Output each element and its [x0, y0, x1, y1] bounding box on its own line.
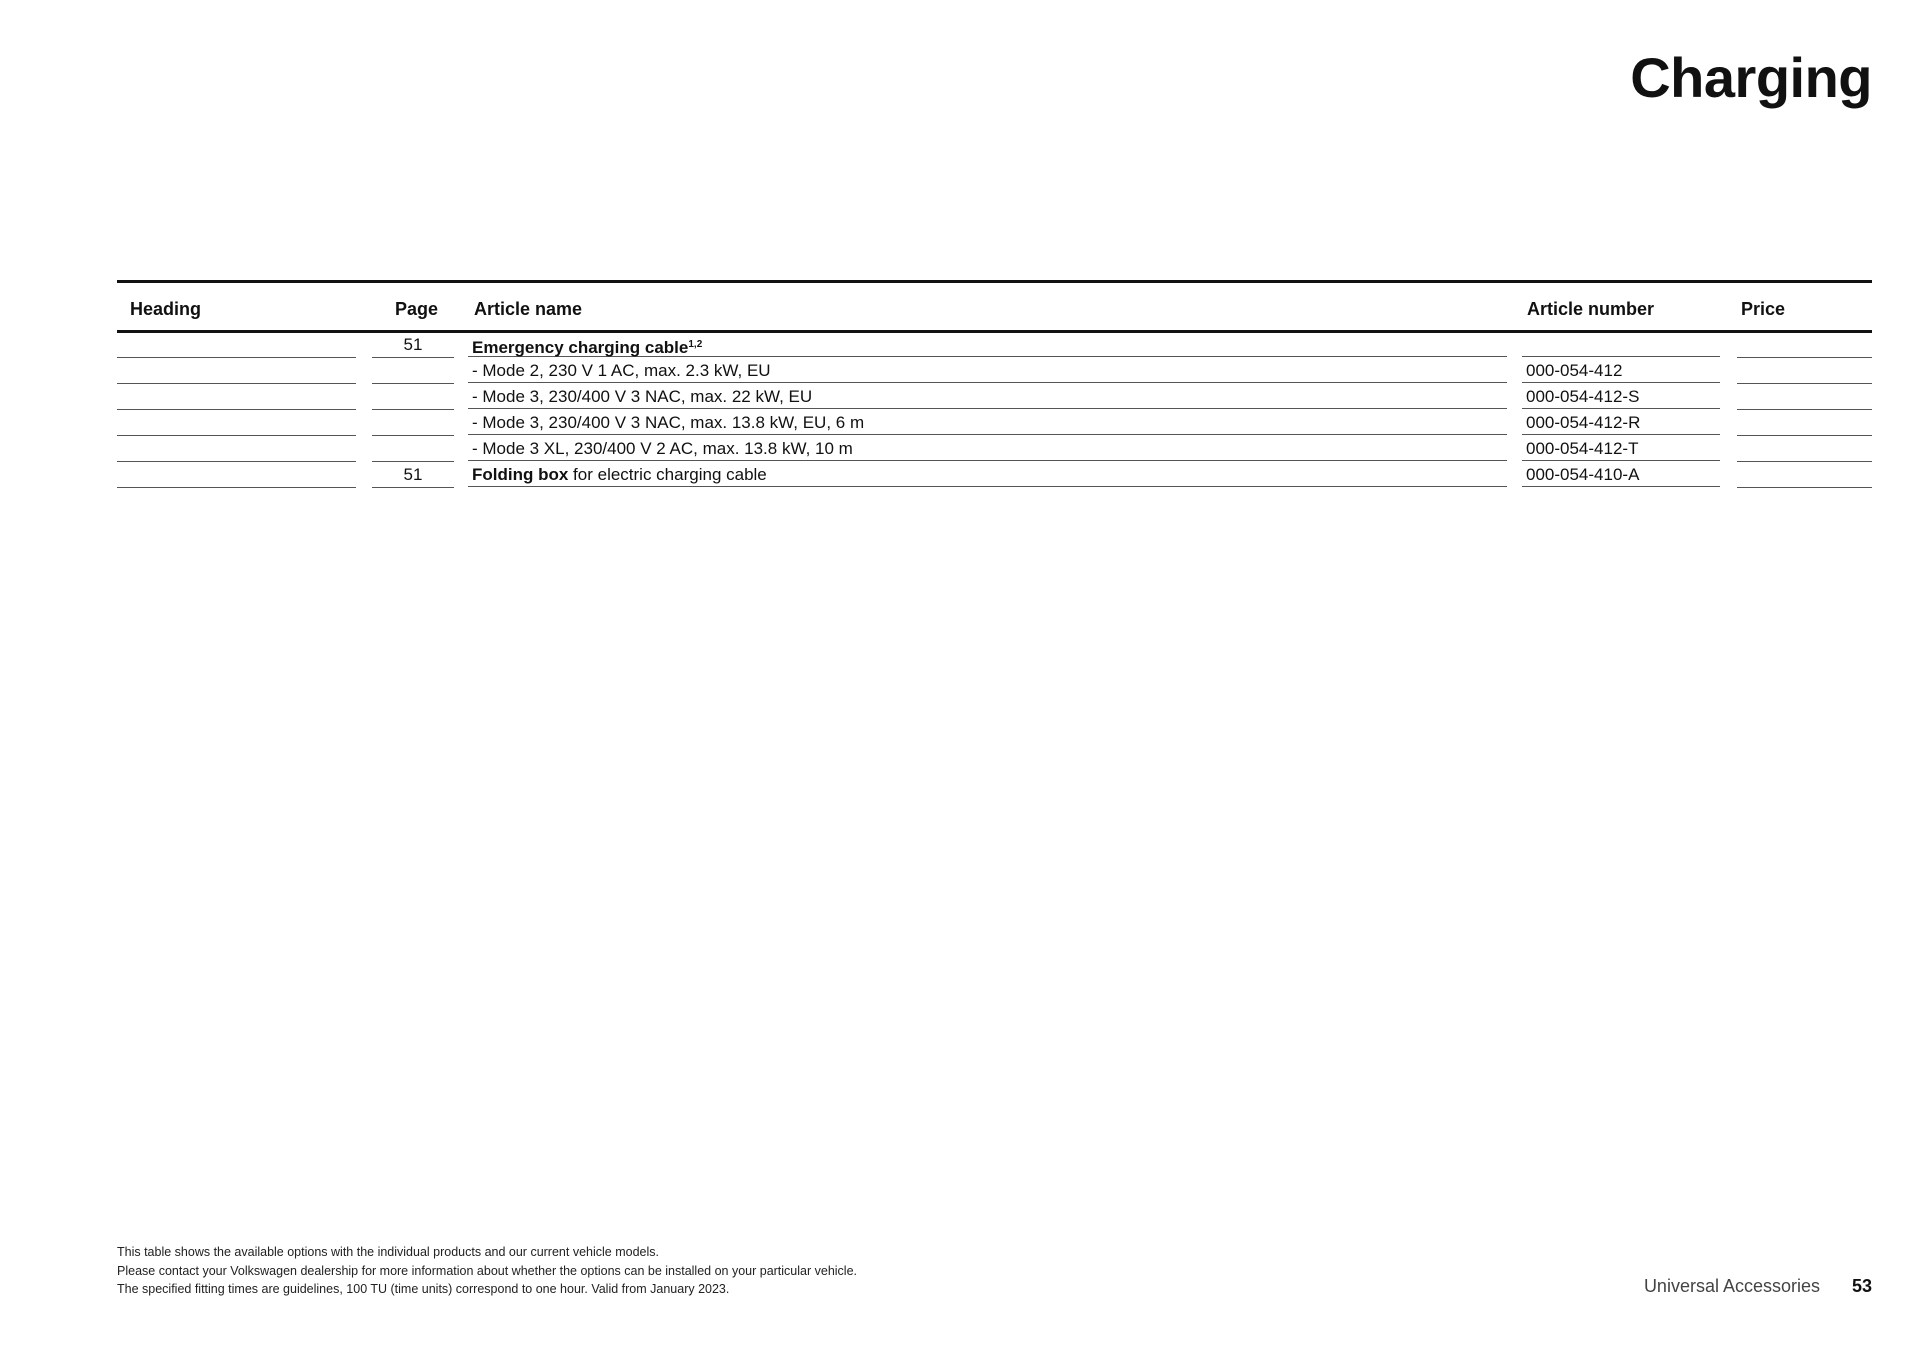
cell-page	[372, 437, 454, 462]
article-name-text: - Mode 2, 230 V 1 AC, max. 2.3 kW, EU	[472, 361, 771, 380]
cell-page: 51	[372, 333, 454, 358]
article-name-bold: Emergency charging cable	[472, 338, 689, 357]
cell-heading	[117, 359, 356, 384]
footnote-line: The specified fitting times are guidelines, 100 TU (time units) correspond to one hour. Valid from January 2023.	[117, 1282, 730, 1296]
table-row	[117, 411, 1872, 437]
cell-price	[1737, 463, 1872, 488]
table-row	[117, 437, 1872, 463]
cell-article-name	[468, 359, 1507, 383]
table-row	[117, 333, 1872, 359]
cell-article-number: 000-054-412-T	[1522, 437, 1720, 461]
cell-page	[372, 359, 454, 384]
cell-heading	[117, 411, 356, 436]
article-name-text: for electric charging cable	[568, 465, 767, 484]
table-body	[117, 333, 1872, 489]
table-row	[117, 385, 1872, 411]
page-number: 53	[1851, 1276, 1872, 1296]
article-name-bold: Folding box	[472, 465, 569, 484]
cell-article-number: 000-054-410-A	[1522, 463, 1720, 487]
cell-article-number: 000-054-412-R	[1522, 411, 1720, 435]
cell-heading	[117, 333, 356, 358]
footer-section-label: Universal Accessories	[1643, 1276, 1820, 1296]
footnote-reference: 1,2	[688, 339, 703, 350]
cell-page	[372, 385, 454, 410]
footnote-line: Please contact your Volkswagen dealership for more information about whether the options can be installed on your particular vehicle.	[117, 1263, 858, 1278]
article-name-text: - Mode 3, 230/400 V 3 NAC, max. 22 kW, EU	[472, 387, 813, 406]
column-header-page: Page	[395, 299, 439, 319]
cell-price	[1737, 359, 1872, 384]
cell-article-number: 000-054-412	[1522, 359, 1720, 383]
cell-article-number: 000-054-412-S	[1522, 385, 1720, 409]
cell-price	[1737, 385, 1872, 410]
cell-heading	[117, 463, 356, 488]
footnote	[117, 1243, 857, 1299]
cell-article-name	[468, 333, 1507, 357]
cell-article-name	[468, 463, 1507, 487]
page-title: Charging	[1630, 46, 1872, 109]
cell-price	[1737, 333, 1872, 358]
table-row	[117, 359, 1872, 385]
column-header-heading: Heading	[130, 299, 202, 319]
cell-article-name	[468, 411, 1507, 435]
cell-page	[372, 411, 454, 436]
cell-heading	[117, 437, 356, 462]
column-header-article-number: Article number	[1527, 299, 1655, 319]
cell-article-name	[468, 437, 1507, 461]
cell-article-name	[468, 385, 1507, 409]
accessories-table	[117, 280, 1872, 489]
cell-heading	[117, 385, 356, 410]
column-header-article-name: Article name	[474, 299, 583, 319]
table-header-row	[117, 283, 1872, 333]
article-name-text: - Mode 3 XL, 230/400 V 2 AC, max. 13.8 kW, 10 m	[472, 439, 853, 458]
cell-article-number	[1522, 333, 1720, 357]
cell-price	[1737, 437, 1872, 462]
footnote-line: This table shows the available options with the individual products and our current vehicle models.	[117, 1245, 659, 1259]
column-header-price: Price	[1741, 299, 1786, 319]
cell-page: 51	[372, 463, 454, 488]
cell-price	[1737, 411, 1872, 436]
table-row	[117, 463, 1872, 489]
article-name-text: - Mode 3, 230/400 V 3 NAC, max. 13.8 kW, EU, 6 m	[472, 413, 865, 432]
